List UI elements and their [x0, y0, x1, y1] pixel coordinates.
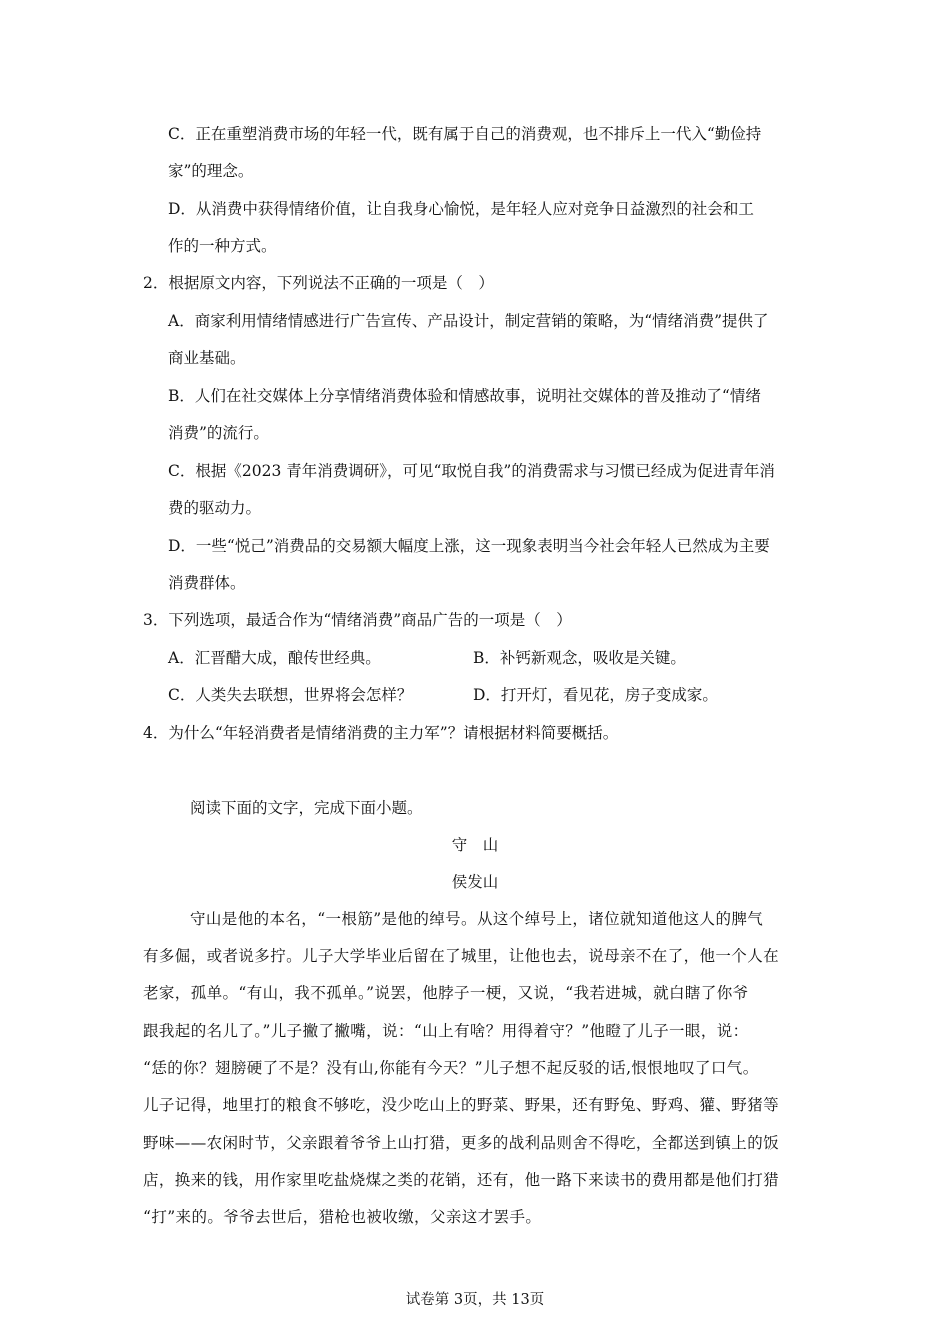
article-line-6: 儿子记得，地里打的粮食不够吃，没少吃山上的野菜、野果，还有野兔、野鸡、獾、野猪等: [143, 1096, 780, 1114]
article-line-8: 店，换来的钱，用作家里吃盐烧煤之类的花销，还有，他一路下来读书的费用都是他们打猎: [143, 1171, 780, 1189]
page-footer: 试卷第 3页，共 13页: [405, 1292, 545, 1308]
option-2a-line-1: A．商家利用情绪情感进行广告宣传、产品设计，制定营销的策略，为“情绪消费”提供了: [168, 312, 769, 330]
option-1c-line-1: C．正在重塑消费市场的年轻一代，既有属于自己的消费观，也不排斥上一代入“勤俭持: [168, 125, 762, 143]
question-4: 4．为什么“年轻消费者是情绪消费的主力军”？请根据材料简要概括。: [143, 724, 619, 742]
option-1d-line-2: 作的一种方式。: [168, 237, 277, 255]
option-2d-line-2: 消费群体。: [168, 574, 246, 592]
option-1d-line-1: D．从消费中获得情绪价值，让自我身心愉悦，是年轻人应对竞争日益激烈的社会和工: [168, 200, 754, 218]
question-2: 2．根据原文内容，下列说法不正确的一项是（ ）: [143, 274, 494, 292]
option-2c-line-1: C．根据《2023 青年消费调研》，可见“取悦自我”的消费需求与习惯已经成为促进青年消: [168, 462, 775, 480]
option-2d-line-1: D．一些“悦己”消费品的交易额大幅度上涨，这一现象表明当今社会年轻人已然成为主要: [168, 537, 770, 555]
option-2b-line-1: B．人们在社交媒体上分享情绪消费体验和情感故事，说明社交媒体的普及推动了“情绪: [168, 387, 761, 405]
article-line-3: 老家，孤单。“有山，我不孤单。”说罢，他脖子一梗，又说，“我若进城，就白瞎了你爷: [143, 984, 749, 1002]
article-line-2: 有多倔，或者说多拧。儿子大学毕业后留在了城里，让他也去，说母亲不在了，他一个人在: [143, 947, 780, 965]
article-line-1: 守山是他的本名，“一根筋”是他的绰号。从这个绰号上，诸位就知道他这人的脾气: [190, 910, 764, 928]
option-3a: A．汇晋醋大成，酿传世经典。: [168, 649, 381, 667]
question-3: 3．下列选项，最适合作为“情绪消费”商品广告的一项是（ ）: [143, 611, 572, 629]
option-3b: B．补钙新观念，吸收是关键。: [473, 649, 686, 667]
article-line-5: “恁的你？翅膀硬了不是？没有山,你能有今天？”儿子想不起反驳的话,恨恨地叹了口气。: [143, 1059, 759, 1077]
option-1c-line-2: 家”的理念。: [168, 162, 254, 180]
option-2c-line-2: 费的驱动力。: [168, 499, 262, 517]
article-title: 守 山: [451, 836, 499, 854]
article-line-4: 跟我起的名儿了。”儿子撇了撇嘴，说：“山上有啥？用得着守？”他瞪了儿子一眼，说：: [143, 1022, 749, 1040]
option-2b-line-2: 消费”的流行。: [168, 424, 269, 442]
article-author: 侯发山: [451, 873, 499, 891]
article-line-9: “打”来的。爷爷去世后，猎枪也被收缴，父亲这才罢手。: [143, 1208, 542, 1226]
article-line-7: 野味——农闲时节，父亲跟着爷爷上山打猎，更多的战利品则舍不得吃，全都送到镇上的饭: [143, 1134, 780, 1152]
option-3d: D．打开灯，看见花，房子变成家。: [473, 686, 718, 704]
option-3c: C．人类失去联想，世界将会怎样？: [168, 686, 413, 704]
reading-instruction: 阅读下面的文字，完成下面小题。: [190, 799, 423, 817]
option-2a-line-2: 商业基础。: [168, 349, 246, 367]
